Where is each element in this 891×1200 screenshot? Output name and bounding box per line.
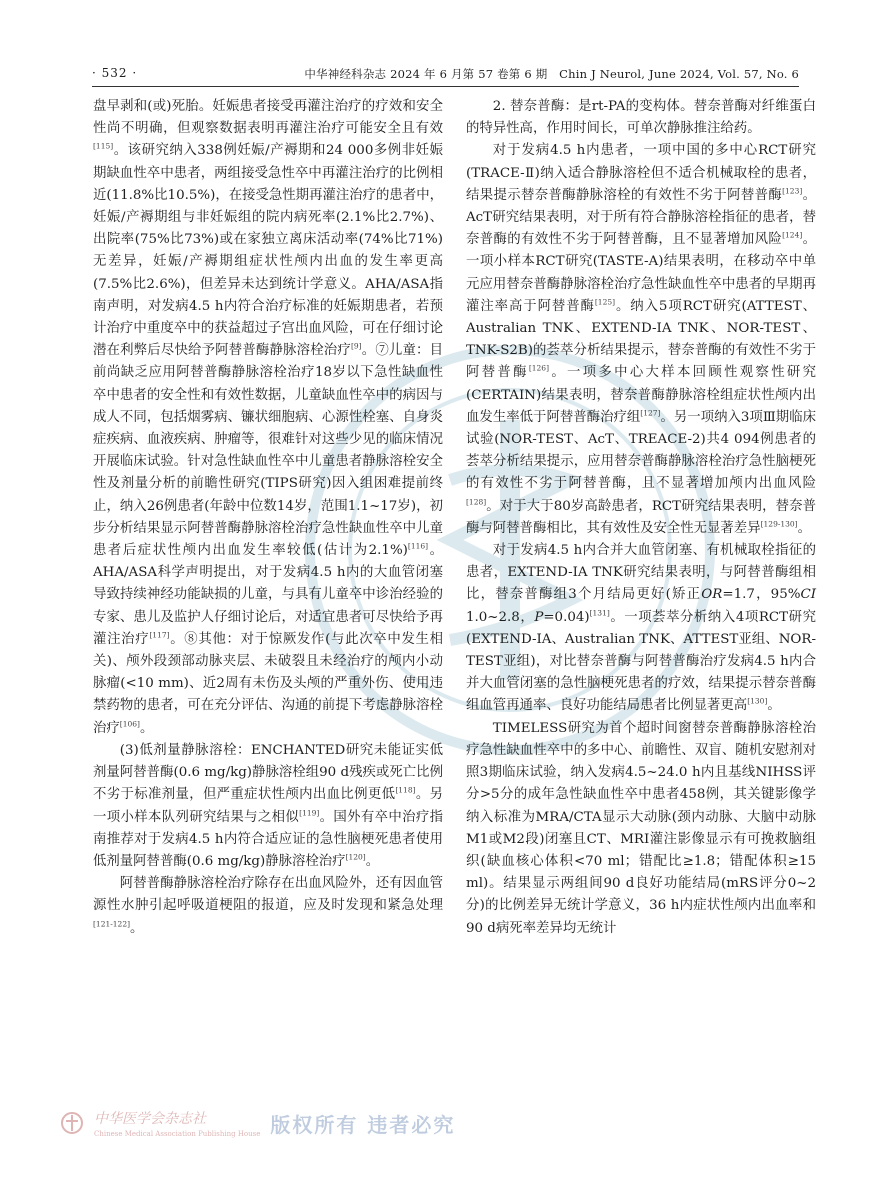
header-rule [92, 86, 799, 87]
citation[interactable]: [129-130] [760, 519, 798, 529]
citation[interactable]: [130] [747, 697, 768, 707]
publisher-name-cn: 中华医学会杂志社 [94, 1111, 206, 1127]
paragraph: 对于发病4.5 h内患者，一项中国的多中心RCT研究(TRACE-Ⅱ)纳入适合静脉溶栓但不适合机械取栓的患者，结果提示替奈普酶静脉溶栓的有效性不劣于阿替普酶[123]。AcT研究结果表明，对于所有符合静脉溶栓指征的患者，替奈普酶的有效性不劣于阿替普酶，且不显著增加风险[124]。一项小样本RCT研究(TASTE-A)结果表明，在移动卒中单元应用替奈普酶静脉溶栓治疗急性缺血性卒中患者的早期再灌注率高于阿替普酶[125]。纳入5项RCT研究(ATTEST、Australian TNK、EXTEND-IA TNK、NOR-TEST、TNK-S2B)的荟萃分析结果提示，替奈普酶的有效性不劣于阿替普酶[126]。一项多中心大样本回顾性观察性研究(CERTAIN)结果表明，替奈普酶静脉溶栓组症状性颅内出血发生率低于阿替普酶治疗组[127]。另一项纳入3项Ⅲ期临床试验(NOR-TEST、AcT、TREACE-2)共4 094例患者的荟萃分析结果提示，应用替奈普酶静脉溶栓治疗急性脑梗死的有效性不劣于阿替普酶，且不显著增加颅内出血风险[128]。对于大于80岁高龄患者，RCT研究结果表明，替奈普酶与阿替普酶相比，其有效性及安全性无显著差异[129-130]。 [466, 143, 817, 536]
left-column [93, 96, 443, 940]
cma-logo-icon [60, 1111, 84, 1135]
citation[interactable]: [119] [299, 808, 320, 818]
publisher-name-en: Chinese Medical Association Publishing House [94, 1130, 261, 1138]
citation[interactable]: [124] [782, 230, 803, 240]
citation[interactable]: [115] [93, 141, 114, 151]
citation[interactable]: [123] [782, 186, 803, 196]
footer-publisher [60, 1108, 455, 1138]
citation[interactable]: [120] [345, 852, 366, 862]
citation[interactable]: [121-122] [93, 919, 131, 929]
citation[interactable]: [116] [407, 541, 429, 551]
citation[interactable]: [131] [589, 608, 610, 618]
copyright-brand: 版权所有 违者必究 [270, 1112, 456, 1137]
paragraph: (3)低剂量静脉溶栓：ENCHANTED研究未能证实低剂量阿替普酶(0.6 mg/kg)静脉溶栓组90 d残疾或死亡比例不劣于标准剂量，但严重症状性颅内出血比例更低[118]。另一项小样本队列研究结果与之相似[119]。国外有卒中治疗指南推荐对于发病4.5 h内符合适应证的急性脑梗死患者使用低剂量阿替普酶(0.6 mg/kg)静脉溶栓治疗[120]。 [93, 742, 444, 869]
paragraph: 对于发病4.5 h内合并大血管闭塞、有机械取栓指征的患者，EXTEND-IA TNK研究结果表明，与阿替普酶组相比，替奈普酶组3个月结局更好(矫正OR=1.7，95%CI 1.0~2.8，P=0.04)[131]。一项荟萃分析纳入4项RCT研究(EXTEND-IA、Australian TNK、ATTEST亚组、NOR-TEST亚组)，对比替奈普酶与阿替普酶治疗发病4.5 h内合并大血管闭塞的急性脑梗死患者的疗效，结果提示替奈普酶组血管再通率、良好功能结局患者比例显著更高[130]。 [466, 543, 816, 714]
citation[interactable]: [127] [640, 408, 661, 418]
paragraph: 2. 替奈普酶：是rt-PA的变构体。替奈普酶对纤维蛋白的特异性高，作用时间长，可单次静脉推注给药。 [466, 99, 816, 137]
paragraph: 盘早剥和(或)死胎。妊娠患者接受再灌注治疗的疗效和安全性尚不明确，但观察数据表明再灌注治疗可能安全且有效[115]。该研究纳入338例妊娠/产褥期和24 000多例非妊娠期缺血性卒中患者，两组接受急性卒中再灌注治疗的比例相近(11.8%比10.5%)，在接受急性期再灌注治疗的患者中，妊娠/产褥期组与非妊娠组的院内病死率(2.1%比2.7%)、出院率(75%比73%)或在家独立离床活动率(74%比71%)无差异，妊娠/产褥期组症状性颅内出血的发生率更高(7.5%比2.6%)，但差异未达到统计学意义。AHA/ASA指南声明，对发病4.5 h内符合治疗标准的妊娠期患者，若预计治疗中重度卒中的获益超过子宫出血风险，可在仔细讨论潜在利弊后尽快给予阿替普酶静脉溶栓治疗[9]。⑦儿童：目前尚缺乏应用阿替普酶静脉溶栓治疗18岁以下急性缺血性卒中患者的安全性和有效性数据，儿童缺血性卒中的病因与成人不同，包括烟雾病、镰状细胞病、心源性栓塞、自身炎症疾病、血液疾病、肿瘤等，很难针对这些少见的临床情况开展临床试验。针对急性缺血性卒中儿童患者静脉溶栓安全性及剂量分析的前瞻性研究(TIPS研究)因入组困难提前终止，纳入26例患者(年龄中位数14岁，范围1.1~17岁)，初步分析结果显示阿替普酶静脉溶栓治疗急性缺血性卒中儿童患者后症状性颅内出血发生率较低(估计为2.1%)[116]。AHA/ASA科学声明提出，对于发病4.5 h内的大血管闭塞导致持续神经功能缺损的儿童，与具有儿童卒中诊治经验的专家、患儿及监护人仔细讨论后，对适宜患者可尽快给予再灌注治疗[117]。⑧其他：对于惊厥发作(与此次卒中发生相关)、颅外段颈部动脉夹层、未破裂且未经治疗的颅内小动脉瘤(<10 mm)、近2周有未伤及头颅的严重外伤、使用违禁药物的患者，可在充分评估、沟通的前提下考虑静脉溶栓治疗[106]。 [93, 99, 444, 736]
citation[interactable]: [128] [466, 497, 487, 507]
paragraph: 阿替普酶静脉溶栓治疗除存在出血风险外，还有因血管源性水肿引起呼吸道梗阻的报道，应及时发现和紧急处理[121-122]。 [93, 876, 443, 936]
citation[interactable]: [106] [119, 719, 140, 729]
citation[interactable]: [118] [395, 785, 416, 795]
right-column [466, 96, 816, 940]
page-header [0, 0, 891, 86]
page-number: · 532 · [92, 66, 138, 80]
citation[interactable]: [126] [528, 363, 549, 373]
paragraph: TIMELESS研究为首个超时间窗替奈普酶静脉溶栓治疗急性缺血性卒中的多中心、前瞻性、双盲、随机安慰剂对照3期临床试验，纳入发病4.5~24.0 h内且基线NIHSS评分>5分的成年急性缺血性卒中患者458例，其关键影像学纳入标准为MRA/CTA显示大动脉(颈内动脉、大脑中动脉M1或M2段)闭塞且CT、MRI灌注影像显示有可挽救脑组织(缺血核心体积<70 ml；错配比≥1.8；错配体积≥15 ml)。结果显示两组间90 d良好功能结局(mRS评分0~2分)的比例差异无统计学意义，36 h内症状性颅内出血率和90 d病死率差异均无统计 [466, 720, 816, 936]
citation[interactable]: [9] [350, 341, 362, 351]
citation[interactable]: [117] [149, 630, 170, 640]
journal-citation: 中华神经科杂志 2024 年 6 月第 57 卷第 6 期 Chin J Neurol, June 2024, Vol. 57, No. 6 [304, 67, 799, 81]
citation[interactable]: [125] [594, 297, 616, 307]
